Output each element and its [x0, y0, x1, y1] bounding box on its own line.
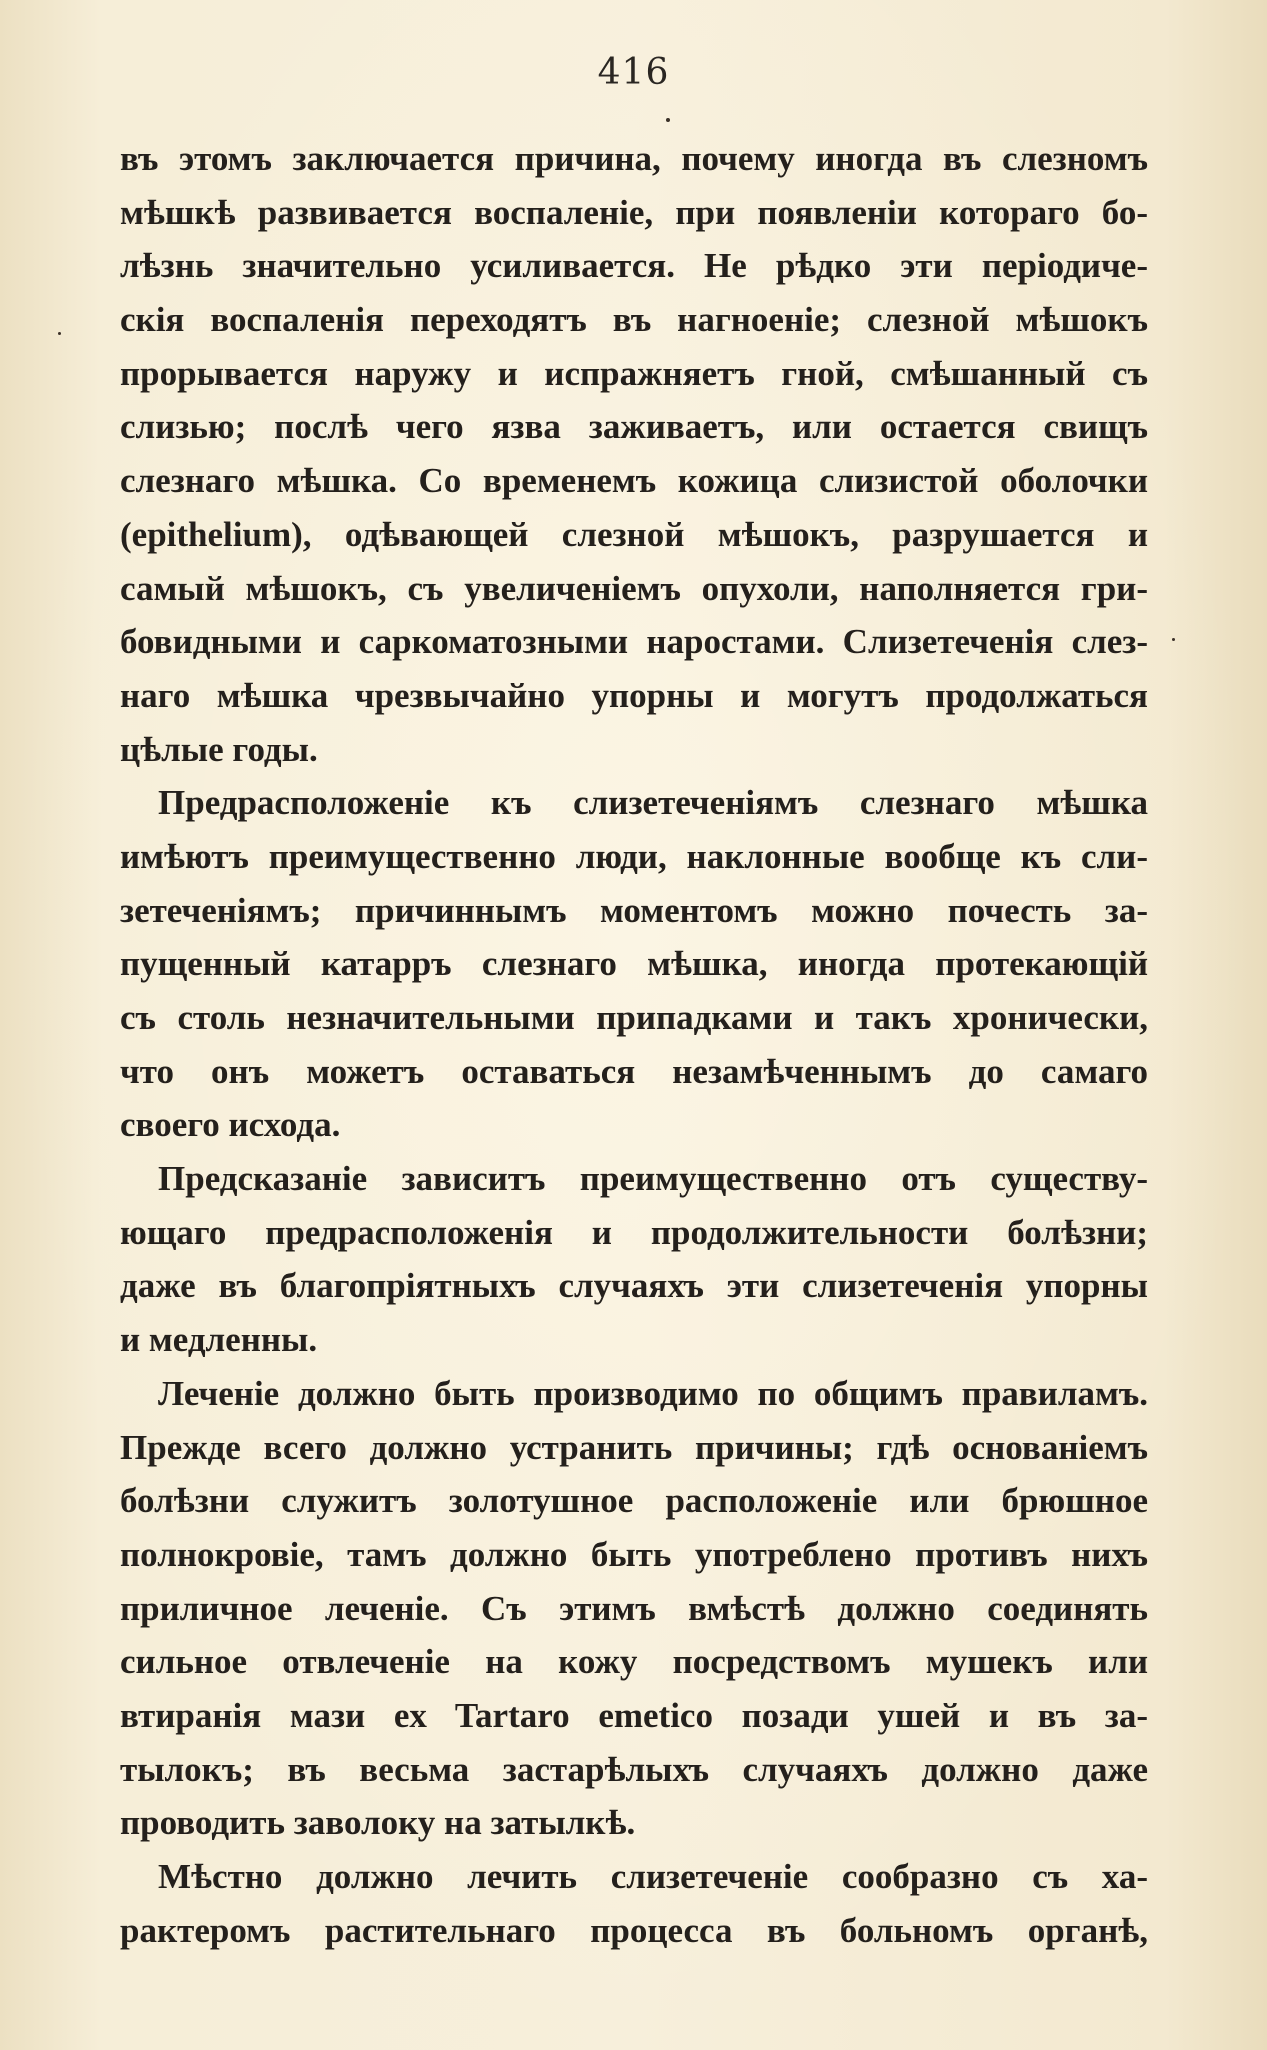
text-line: Предрасположеніе къ слизетеченіямъ слезнаго мѣшка [158, 783, 1148, 823]
text-line: полнокровіе, тамъ должно быть употреблено противъ нихъ [120, 1534, 1148, 1574]
text-line: втиранія мази ex Tartaro emetico позади ушей и въ за- [120, 1695, 1148, 1735]
text-line: Прежде всего должно устранить причины; гдѣ основаніемъ [120, 1427, 1148, 1467]
text-line: скія воспаленія переходятъ въ нагноеніе; слезной мѣшокъ [120, 300, 1148, 340]
text-line: своего исхода. [120, 1105, 341, 1145]
text-line: бовидными и саркоматозными наростами. Слизетеченія слез- [120, 622, 1148, 662]
text-line: въ этомъ заключается причина, почему иногда въ слезномъ [120, 139, 1148, 178]
text-line: Леченіе должно быть производимо по общимъ правиламъ. [158, 1373, 1148, 1413]
text-line: съ столь незначительными припадками и такъ хронически, [120, 998, 1148, 1037]
text-line: цѣлые годы. [120, 729, 318, 769]
text-line: (epithelium), одѣвающей слезной мѣшокъ, разрушается и [120, 514, 1148, 554]
text-line: рактеромъ растительнаго процесса въ больномъ органѣ, [120, 1910, 1148, 1950]
body-text [120, 132, 1148, 1957]
text-line: и медленны. [120, 1320, 318, 1360]
text-line: пущенный катарръ слезнаго мѣшка, иногда протекающій [120, 944, 1148, 984]
text-line: Мѣстно должно лечить слизетеченіе сообразно съ ха- [158, 1857, 1148, 1896]
text-line: болѣзни служитъ золотушное расположеніе или брюшное [120, 1481, 1148, 1521]
text-line: лѣзнь значительно усиливается. Не рѣдко эти періодиче- [120, 246, 1148, 286]
ink-speck [666, 118, 670, 122]
text-line: проводить заволоку на затылкѣ. [120, 1803, 636, 1843]
text-line: даже въ благопріятныхъ случаяхъ эти слизетеченія упорны [120, 1266, 1148, 1306]
text-line: слезнаго мѣшка. Со временемъ кожица слизистой оболочки [120, 461, 1148, 501]
text-line: приличное леченіе. Съ этимъ вмѣстѣ должно соединять [120, 1588, 1148, 1628]
text-line: наго мѣшка чрезвычайно упорны и могутъ продолжаться [120, 675, 1148, 715]
ink-speck [1172, 638, 1175, 641]
text-line: тылокъ; въ весьма застарѣлыхъ случаяхъ должно даже [120, 1749, 1148, 1789]
page-number: 416 [597, 52, 670, 93]
text-line: ющаго предрасположенія и продолжительности болѣзни; [120, 1212, 1148, 1252]
text-line: мѣшкѣ развивается воспаленіе, при появленіи котораго бо- [120, 192, 1148, 232]
text-line: зетеченіямъ; причиннымъ моментомъ можно почесть за- [120, 890, 1148, 930]
text-line: сильное отвлеченіе на кожу посредствомъ мушекъ или [120, 1642, 1148, 1682]
text-line: прорывается наружу и испражняетъ гной, смѣшанный съ [120, 353, 1148, 393]
text-line: Предсказаніе зависитъ преимущественно отъ существу- [158, 1159, 1148, 1199]
text-line: слизью; послѣ чего язва заживаетъ, или остается свищъ [120, 407, 1148, 447]
ink-speck [58, 332, 61, 335]
text-line: что онъ можетъ оставаться незамѣченнымъ до самаго [120, 1051, 1148, 1091]
text-line: самый мѣшокъ, съ увеличеніемъ опухоли, наполняется гри- [120, 568, 1148, 608]
text-line: имѣютъ преимущественно люди, наклонные вообще къ сли- [120, 836, 1148, 876]
